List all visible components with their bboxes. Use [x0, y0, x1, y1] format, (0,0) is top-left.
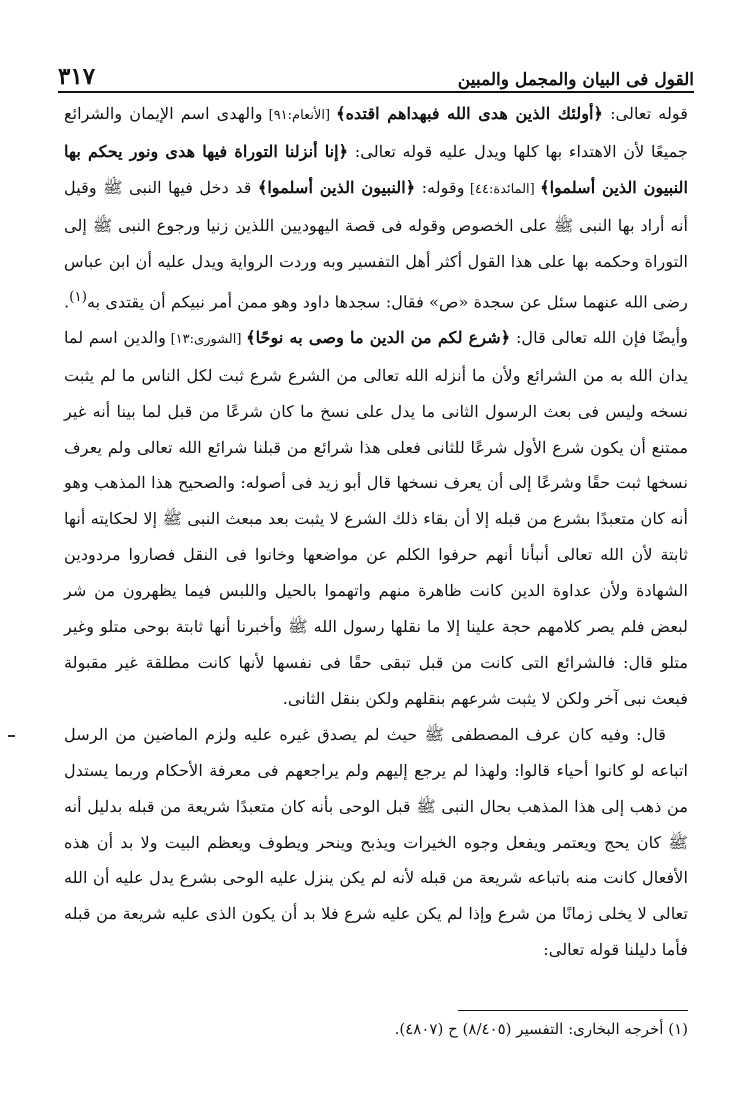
footnote-marker: (١) — [69, 288, 87, 305]
quran-verse: ﴿النبيون الذين أسلموا﴾ — [257, 177, 416, 197]
footnote: (١) أخرجه البخارى: التفسير (٨/٤٠٥) ح (٤٨٠٧). — [394, 1020, 688, 1038]
text-segment: وقوله: — [415, 177, 465, 197]
page-header — [58, 56, 694, 90]
text-segment: والدين اسم لما يدان الله به من الشرائع ولأن ما أنزله الله تعالى من الشرع شرع ثبت لكل الناس ما لم يثبت نسخه وليس فى بعث الرسول الثانى ما يدل على نسخ ما كان شرعًا من قبل لما بينا أنه غير ممتنع أن يكون شرع الأول شرعًا للثانى فعلى هذا شرائع من قبلنا شرائع الله تعالى ولم يعرف نسخها ثبت حقًا وشرعًا إلى أن يعرف نسخها قال أبو زيد فى أصوله: والصحيح هذا المذهب وهو أنه كان متعبدًا بشرع من قبله إلا أن بقاء ذلك الشرع لا يثبت بعد مبعث النبى ﷺ إلا لحكايته أنها ثابتة لأن الله تعالى أنبأنا أنهم حرفوا الكلم عن مواضعها وخانوا فى النقل فصاروا مردودين الشهادة ولأن عداوة الدين كانت ظاهرة منهم واتهموا بالحيل واللبس فيما يظهرون من شر لبعض فلم يصر كلامهم حجة علينا إلا ما نقلها رسول الله ﷺ وأخبرنا أنها ثابتة بوحى متلو وغير متلو قال: فالشرائع التى كانت من قبل تبقى حقًا فى نفسها لأنها كانت مطلقة غير مقبولة فبعث نبى آخر ولكن لا يثبت شرعهم بنقلهم ولكن بنقل الثانى. — [64, 327, 688, 708]
verse-reference: [الشورى:١٣] — [165, 331, 247, 347]
text-segment: والهدى اسم الإيمان والشرائع جميعًا لأن الاهتداء بها كلها ويدل عليه قوله تعالى: — [64, 104, 688, 161]
paragraph-2: قال: وفيه كان عرف المصطفى ﷺ حيث لم يصدق غيره عليه ولزم الماضين من الرسل اتباعه لو كانوا أحياء قالوا: ولهذا لم يرجع إليهم ولم يراجعهم فى معرفة الأحكام وربما يستدل من ذهب إلى هذا المذهب بحال النبى ﷺ قبل الوحى بأنه كان متعبدًا شريعة من قبله بدليل أنه ﷺ كان يحج ويعتمر ويفعل وجوه الخيرات ويذبح وينحر ويطوف ويعظم البيت ولا بد أن هذه الأفعال كانت منه باتباعه شريعة من قبله لأنه لم يكن ينزل عليه الوحى بشرع يدل عليه أن الله تعالى لا يخلى زمانًا من شرع وإذا لم يكن عليه شرع فلا بد أن يكون الذى عليه شريعة من قبله فأما دليلنا قوله تعالى: — [64, 724, 688, 960]
paragraph-1 — [64, 96, 688, 717]
quran-verse: ﴿إنا أنزلنا التوراة فيها هدى ونور يحكم بها النبيون الذين أسلموا﴾ — [64, 141, 688, 197]
main-text — [64, 96, 688, 968]
quran-verse: ﴿أولئك الذين هدى الله فبهداهم اقتده﴾ — [336, 104, 604, 123]
footnote-divider — [458, 1010, 688, 1011]
verse-reference: [المائدة:٤٤] — [464, 181, 541, 197]
text-segment: قوله تعالى: — [603, 104, 688, 123]
verse-reference: [الأنعام:٩١] — [262, 108, 337, 123]
running-title: القول فى البيان والمجمل والمبين — [457, 70, 694, 90]
text-segment: قد دخل فيها النبى ﷺ وقيل أنه أراد بها النبى ﷺ على الخصوص وقوله فى قصة اليهوديين اللذين زنيا ورجوع النبى ﷺ إلى التوراة وحكمه بها على هذا القول أكثر أهل التفسير وبه وردت الرواية ويدل عليه أن ابن عباس رضى الله عنهما سئل عن سجدة «ص» فقال: سجدها داود وهو ممن أمر نبيكم أن يقتدى به — [64, 177, 688, 311]
text-segment: . وأيضًا فإن الله تعالى قال: — [64, 291, 688, 347]
margin-mark — [8, 735, 15, 737]
quran-verse: ﴿شرع لكم من الدين ما وصى به نوحًا﴾ — [246, 327, 511, 347]
header-divider — [58, 91, 694, 93]
page-number: ٣١٧ — [58, 63, 96, 90]
